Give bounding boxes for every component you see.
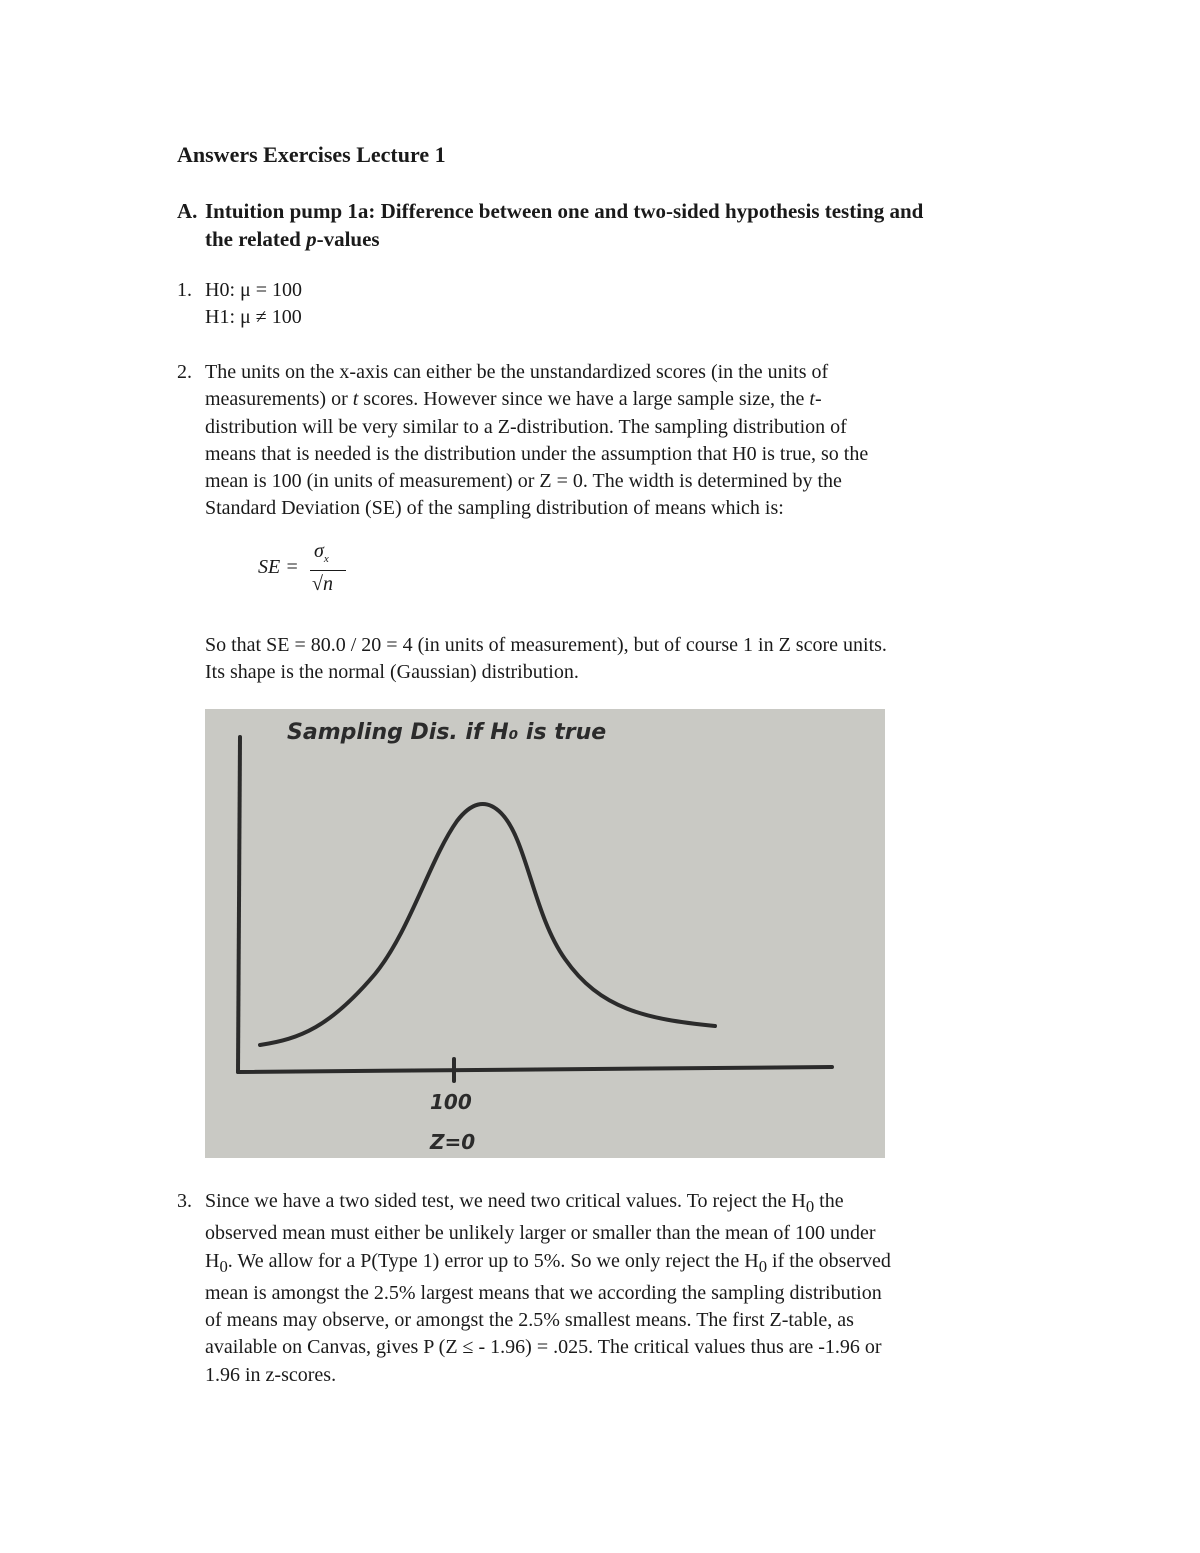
tick-label-100: 100 [430, 1090, 472, 1114]
sketch-caption: Sampling Dis. if H₀ is true [287, 720, 607, 745]
paragraph-line: measurements) or t scores. However since we have a large sample size, the t- [205, 388, 822, 411]
sampling-distribution-sketch [205, 709, 885, 1158]
y-axis [238, 737, 240, 1072]
document-title: Answers Exercises Lecture 1 [177, 142, 446, 167]
section-heading-line2: the related p-values [205, 227, 380, 251]
paragraph-line: The units on the x-axis can either be the unstandardized scores (in the units of [205, 361, 829, 383]
paragraph-line: Its shape is the normal (Gaussian) distribution. [205, 661, 579, 684]
x-axis [238, 1067, 832, 1072]
paragraph-line: observed mean must either be unlikely larger or smaller than the mean of 100 under [205, 1222, 876, 1245]
paragraph-line: means that is needed is the distribution under the assumption that H0 is true, so the [205, 442, 869, 465]
item-number: 3. [177, 1190, 192, 1212]
paragraph-line: available on Canvas, gives P (Z ≤ - 1.96) = .025. The critical values thus are -1.96 or [205, 1336, 882, 1359]
fraction-bar [310, 570, 346, 571]
alternative-hypothesis: H1: μ ≠ 100 [205, 306, 302, 329]
formula-denominator: √n [312, 573, 333, 595]
paragraph-line: distribution will be very similar to a Z-distribution. The sampling distribution of [205, 415, 847, 438]
item-number: 2. [177, 361, 192, 383]
distribution-curve [260, 804, 715, 1045]
paragraph-line: Since we have a two sided test, we need two critical values. To reject the $H_0$ the [205, 1190, 844, 1216]
paragraph-line: of means may observe, or amongst the 2.5% smallest means. The first Z-table, as [205, 1309, 854, 1332]
formula-numerator: $\sigma_x$ [314, 540, 329, 565]
standard-error-formula [258, 540, 378, 606]
paragraph-line: $H_0$. We allow for a P(Type 1) error up to 5%. So we only reject the $H_0$ if the observed [205, 1249, 891, 1276]
paragraph-line: So that SE = 80.0 / 20 = 4 (in units of measurement), but of course 1 in Z score units. [205, 634, 887, 656]
section-heading-line1: Intuition pump 1a: Difference between one and two-sided hypothesis testing and [205, 199, 924, 223]
paragraph-line: mean is 100 (in units of measurement) or Z = 0. The width is determined by the [205, 470, 842, 493]
paragraph-line: 1.96 in z-scores. [205, 1363, 337, 1386]
formula-lhs: SE = [258, 556, 299, 578]
paragraph-line: mean is amongst the 2.5% largest means that we according the sampling distribution [205, 1281, 882, 1304]
tick-label-z: Z=0 [430, 1130, 476, 1154]
section-letter: A. [177, 199, 198, 223]
item-number: 1. [177, 279, 192, 301]
paragraph-line: Standard Deviation (SE) of the sampling distribution of means which is: [205, 497, 784, 520]
null-hypothesis: H0: μ = 100 [205, 279, 303, 301]
